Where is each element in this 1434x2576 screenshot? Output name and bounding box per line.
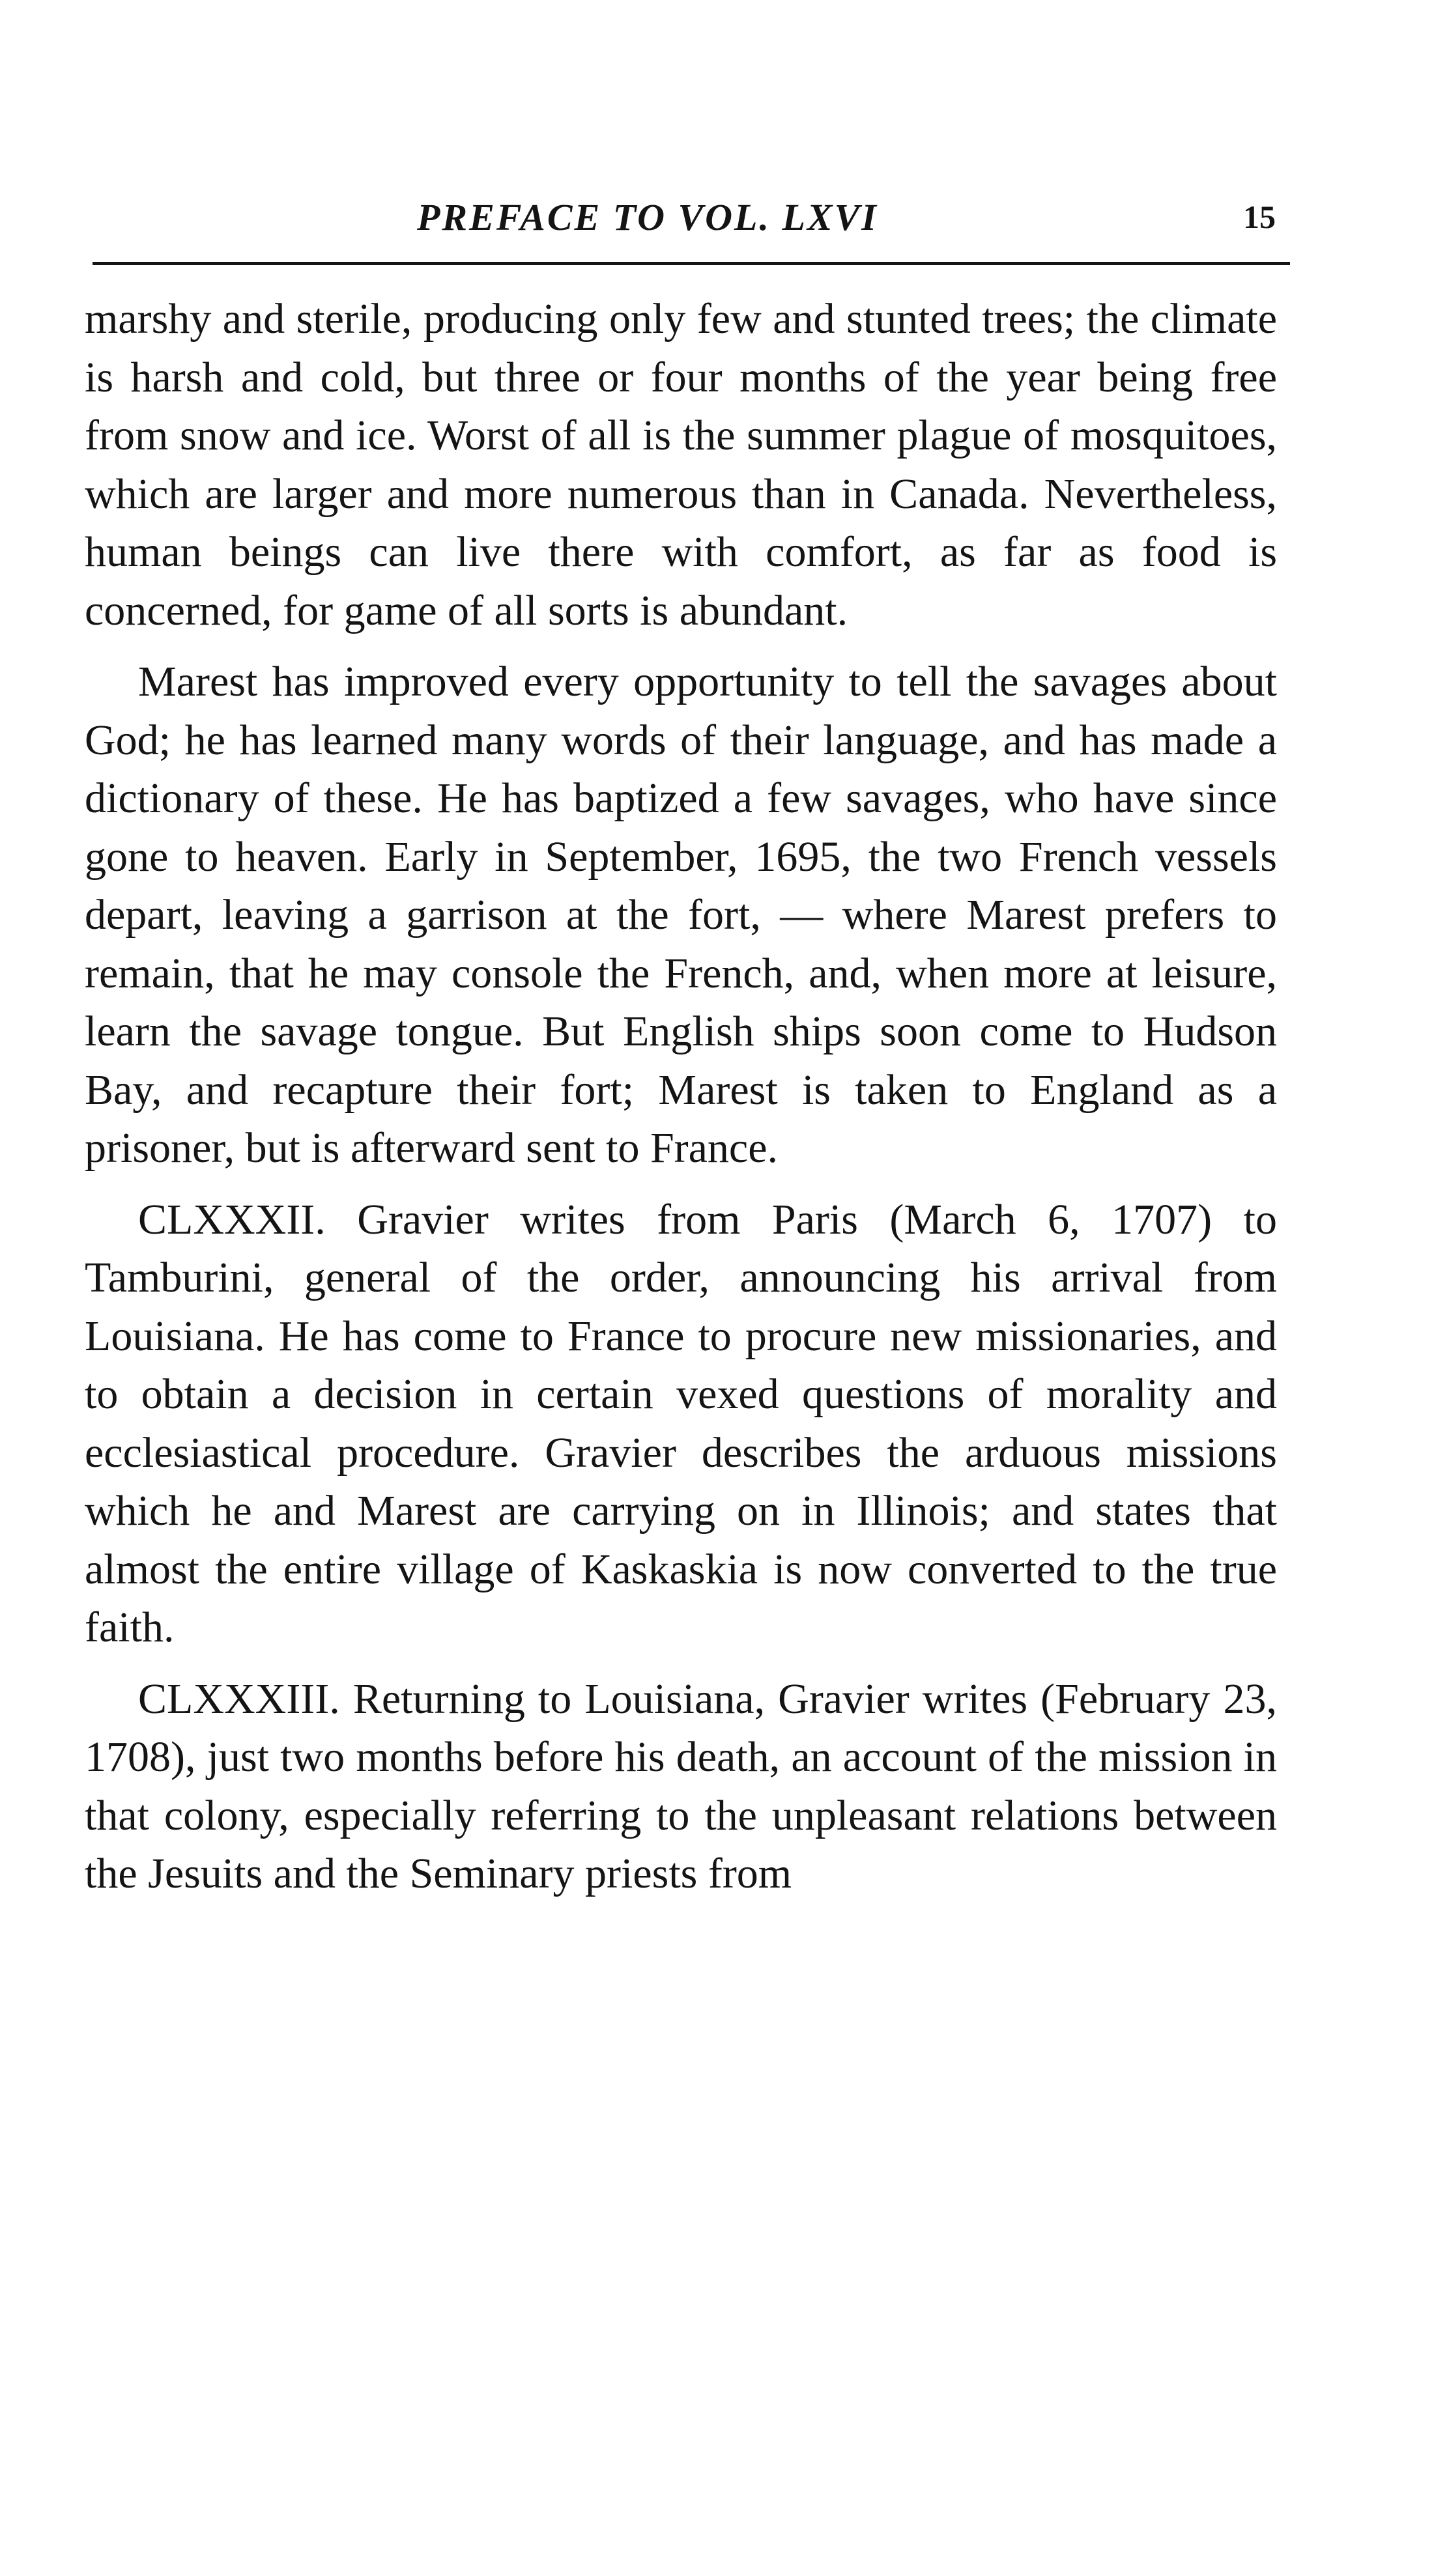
page-header — [91, 189, 1290, 267]
page-number: 15 — [1243, 199, 1276, 235]
paragraph-marest: Marest has improved every opportunity to tell the savages about God; he has learned many words of their language, and has made a dictionary of these. He has baptized a few savages, who have since gone to heaven. Early in September, 1695, the two French vessels depart, leaving a garrison at the fort, — where Marest prefers to remain, that he may console the French, and, when more at leisure, learn the savage tongue. But English ships soon come to Hudson Bay, and recapture their fort; Marest is taken to England as a prisoner, but is afterward sent to France. — [85, 658, 1277, 1172]
body-text — [85, 290, 1277, 1903]
header-rule — [93, 262, 1290, 265]
paragraph-continuation: marshy and sterile, producing only few and stunted trees; the climate is harsh and cold, but three or four months of the year being free from snow and ice. Worst of all is the summer plague of mosquitoes, which are larger and more numerous than in Canada. Nevertheless, human beings can live there with comfort, as far as food is concerned, for game of all sorts is abundant. — [85, 295, 1277, 634]
paragraph-clxxxiii: CLXXXIII. Returning to Louisiana, Gravier writes (February 23, 1708), just two months before his death, an account of the mission in that colony, especially referring to the unpleasant relations between the Jesuits and the Seminary priests from — [85, 1675, 1277, 1897]
paragraph-clxxxii: CLXXXII. Gravier writes from Paris (March 6, 1707) to Tamburini, general of the order, announcing his arrival from Louisiana. He has come to France to procure new missionaries, and to obtain a decision in certain vexed questions of morality and ecclesiastical procedure. Gravier describes the arduous missions which he and Marest are carrying on in Illinois; and states that almost the entire village of Kaskaskia is now converted to the true faith. — [85, 1195, 1277, 1651]
running-title: PREFACE TO VOL. LXVI — [417, 196, 878, 238]
